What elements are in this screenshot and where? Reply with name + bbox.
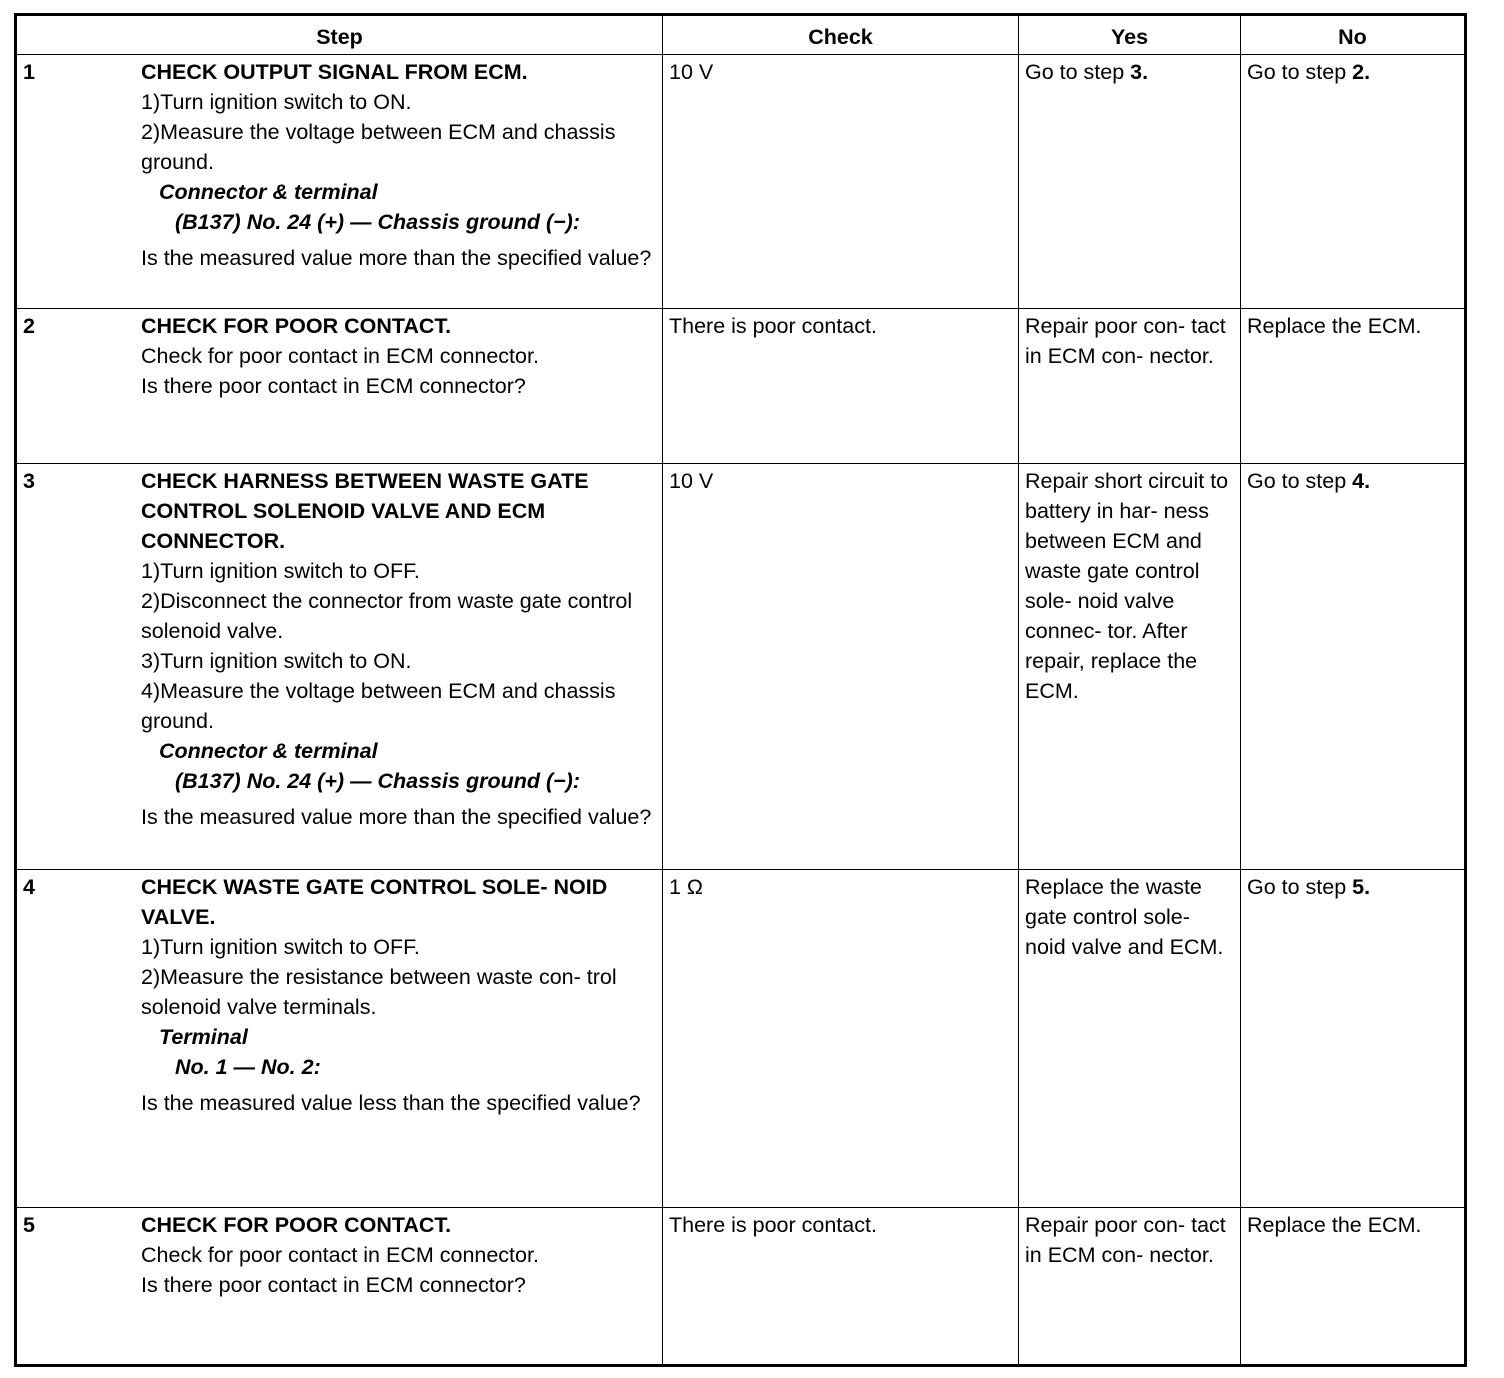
- step-instruction: Check for poor contact in ECM connector.: [141, 1243, 539, 1267]
- spec-value: (B137) No. 24 (+) — Chassis ground (−):: [175, 210, 580, 234]
- no-text: Replace the ECM.: [1247, 314, 1422, 338]
- step-number: 4: [23, 875, 35, 899]
- check-cell: There is poor contact.: [663, 309, 1019, 464]
- yes-step-ref: 3.: [1130, 60, 1149, 84]
- step-instruction: 2)Measure the resistance between waste con- trol solenoid valve terminals.: [141, 965, 617, 1019]
- step-instruction: Is there poor contact in ECM connector?: [141, 374, 526, 398]
- step-instruction: 1)Turn ignition switch to ON.: [141, 90, 412, 114]
- table-body: [16, 55, 1466, 1366]
- step-question: Is the measured value more than the specified value?: [141, 246, 652, 270]
- yes-cell: [1019, 870, 1241, 1208]
- step-number: 3: [23, 469, 35, 493]
- no-cell: [1241, 1208, 1466, 1366]
- table-row: [16, 870, 1466, 1208]
- diagnostic-table: [14, 13, 1467, 1367]
- check-cell: 1 Ω: [663, 870, 1019, 1208]
- check-cell: 10 V: [663, 55, 1019, 309]
- step-instruction: 1)Turn ignition switch to OFF.: [141, 559, 420, 583]
- yes-cell: [1019, 55, 1241, 309]
- no-text: Replace the ECM.: [1247, 1213, 1422, 1237]
- step-cell: [16, 309, 663, 464]
- header-step: Step: [16, 15, 663, 55]
- no-text: Go to step: [1247, 875, 1353, 899]
- header-check: Check: [663, 15, 1019, 55]
- spec-label: Terminal: [159, 1025, 248, 1049]
- step-instruction: Is there poor contact in ECM connector?: [141, 1273, 526, 1297]
- step-number: 2: [23, 314, 35, 338]
- spec-value: (B137) No. 24 (+) — Chassis ground (−):: [175, 769, 580, 793]
- step-question: Is the measured value more than the specified value?: [141, 805, 652, 829]
- yes-cell: [1019, 309, 1241, 464]
- step-cell: [16, 870, 663, 1208]
- yes-cell: [1019, 1208, 1241, 1366]
- spec-label: Connector & terminal: [159, 180, 378, 204]
- step-cell: [16, 55, 663, 309]
- no-cell: [1241, 309, 1466, 464]
- step-number: 1: [23, 60, 35, 84]
- step-instruction: 2)Disconnect the connector from waste gate control solenoid valve.: [141, 589, 633, 643]
- table-row: [16, 309, 1466, 464]
- step-title: CHECK HARNESS BETWEEN WASTE GATE CONTROL SOLENOID VALVE AND ECM CONNECTOR.: [141, 469, 589, 553]
- yes-cell: [1019, 464, 1241, 870]
- no-cell: [1241, 55, 1466, 309]
- header-yes: Yes: [1019, 15, 1241, 55]
- step-title: CHECK WASTE GATE CONTROL SOLE- NOID VALVE.: [141, 875, 608, 929]
- step-cell: [16, 1208, 663, 1366]
- table-row: [16, 1208, 1466, 1366]
- no-cell: [1241, 464, 1466, 870]
- step-number: 5: [23, 1213, 35, 1237]
- yes-text: Repair poor con- tact in ECM con- nector.: [1025, 1213, 1226, 1267]
- step-title: CHECK FOR POOR CONTACT.: [141, 314, 452, 338]
- no-step-ref: 2.: [1352, 60, 1371, 84]
- check-cell: 10 V: [663, 464, 1019, 870]
- step-instruction: 2)Measure the voltage between ECM and chassis ground.: [141, 120, 616, 174]
- header-no: No: [1241, 15, 1466, 55]
- step-instruction: 4)Measure the voltage between ECM and chassis ground.: [141, 679, 616, 733]
- step-instruction: Check for poor contact in ECM connector.: [141, 344, 539, 368]
- step-title: CHECK FOR POOR CONTACT.: [141, 1213, 452, 1237]
- spec-value: No. 1 — No. 2:: [175, 1055, 321, 1079]
- spec-label: Connector & terminal: [159, 739, 378, 763]
- check-cell: There is poor contact.: [663, 1208, 1019, 1366]
- step-instruction: 3)Turn ignition switch to ON.: [141, 649, 412, 673]
- no-step-ref: 5.: [1352, 875, 1371, 899]
- no-step-ref: 4.: [1352, 469, 1371, 493]
- table-row: [16, 464, 1466, 870]
- no-text: Go to step: [1247, 60, 1353, 84]
- no-text: Go to step: [1247, 469, 1353, 493]
- step-instruction: 1)Turn ignition switch to OFF.: [141, 935, 420, 959]
- step-question: Is the measured value less than the specified value?: [141, 1091, 641, 1115]
- yes-text: Go to step: [1025, 60, 1131, 84]
- yes-text: Repair poor con- tact in ECM con- nector.: [1025, 314, 1226, 368]
- yes-text: Repair short circuit to battery in har- ness between ECM and waste gate control sole- noid valve connec- tor. After repair, replace the ECM.: [1025, 469, 1229, 703]
- header-row: [16, 15, 1466, 55]
- yes-text: Replace the waste gate control sole- noid valve and ECM.: [1025, 875, 1224, 959]
- no-cell: [1241, 870, 1466, 1208]
- step-cell: [16, 464, 663, 870]
- table-row: [16, 55, 1466, 309]
- step-title: CHECK OUTPUT SIGNAL FROM ECM.: [141, 60, 528, 84]
